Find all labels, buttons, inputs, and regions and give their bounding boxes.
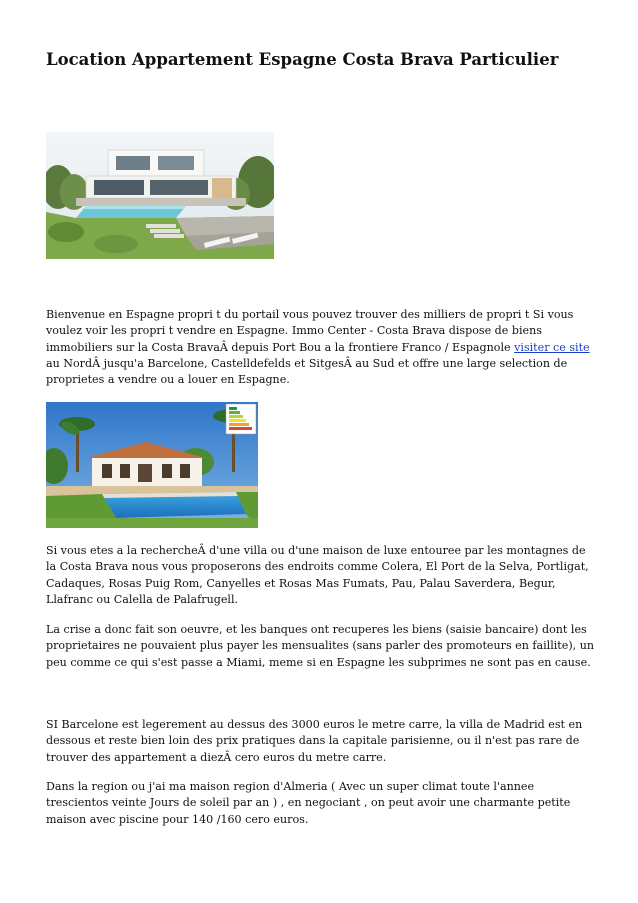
page-title: Location Appartement Espagne Costa Brava Particulier bbox=[46, 50, 559, 69]
intro-text-after-link: au NordÂ jusqu'a Barcelone, Castelldefelds et SitgesÂ au Sud et offre une large selection de proprietes a vendre ou a louer en Espagne. bbox=[46, 356, 568, 387]
barcelona-price-paragraph: SI Barcelone est legerement au dessus des 3000 euros le metre carre, la villa de Madrid est en dessous et reste bien loin des prix pratiques dans la capitale parisienne, ou il n'est pas rare de trouver des appartement a diezÂ cero euros du metre carre. bbox=[46, 718, 583, 764]
crisis-paragraph: La crise a donc fait son oeuvre, et les banques ont recuperes les biens (saisie bancaire) dont les proprietaires ne pouvaient plus payer les mensualites (sans parler des promoteurs en faillite), un peu comme ce qui s'est passe a Miami, meme si en Espagne les subprimes ne sont pas en cause. bbox=[46, 623, 595, 669]
villa-pool-photo bbox=[46, 402, 258, 528]
villa-search-paragraph: Si vous etes a la rechercheÂ d'une villa ou d'une maison de luxe entouree par les montagnes de la Costa Brava nous vous proposerons des endroits comme Colera, El Port de la Selva, Portligat, Cadaques, Rosas Puig Rom, Canyelles et Rosas Mas Fumats, Pau, Palau Saverdera, Begur, Llafranc ou Calella de Palafrugell. bbox=[46, 544, 589, 606]
almeria-paragraph: Dans la region ou j'ai ma maison region d'Almeria ( Avec un super climat toute l'annee trescientos veinte Jours de soleil par an ) , en negociant , on peut avoir une charmante petite maison avec piscine pour 140 /160 cero euros. bbox=[46, 780, 571, 826]
intro-text-before-link: Bienvenue en Espagne propri t du portail vous pouvez trouver des milliers de propri t Si vous voulez voir les propri t vendre en Espagne. Immo Center - Costa Brava dispose de biens immobiliers sur la Costa BravaÂ depuis Port Bou a la frontiere Franco / Espagnole bbox=[46, 308, 574, 354]
modern-villa-photo bbox=[46, 132, 274, 259]
visiter-ce-site-link[interactable]: visiter ce site bbox=[514, 340, 590, 354]
intro-paragraph bbox=[46, 307, 594, 388]
